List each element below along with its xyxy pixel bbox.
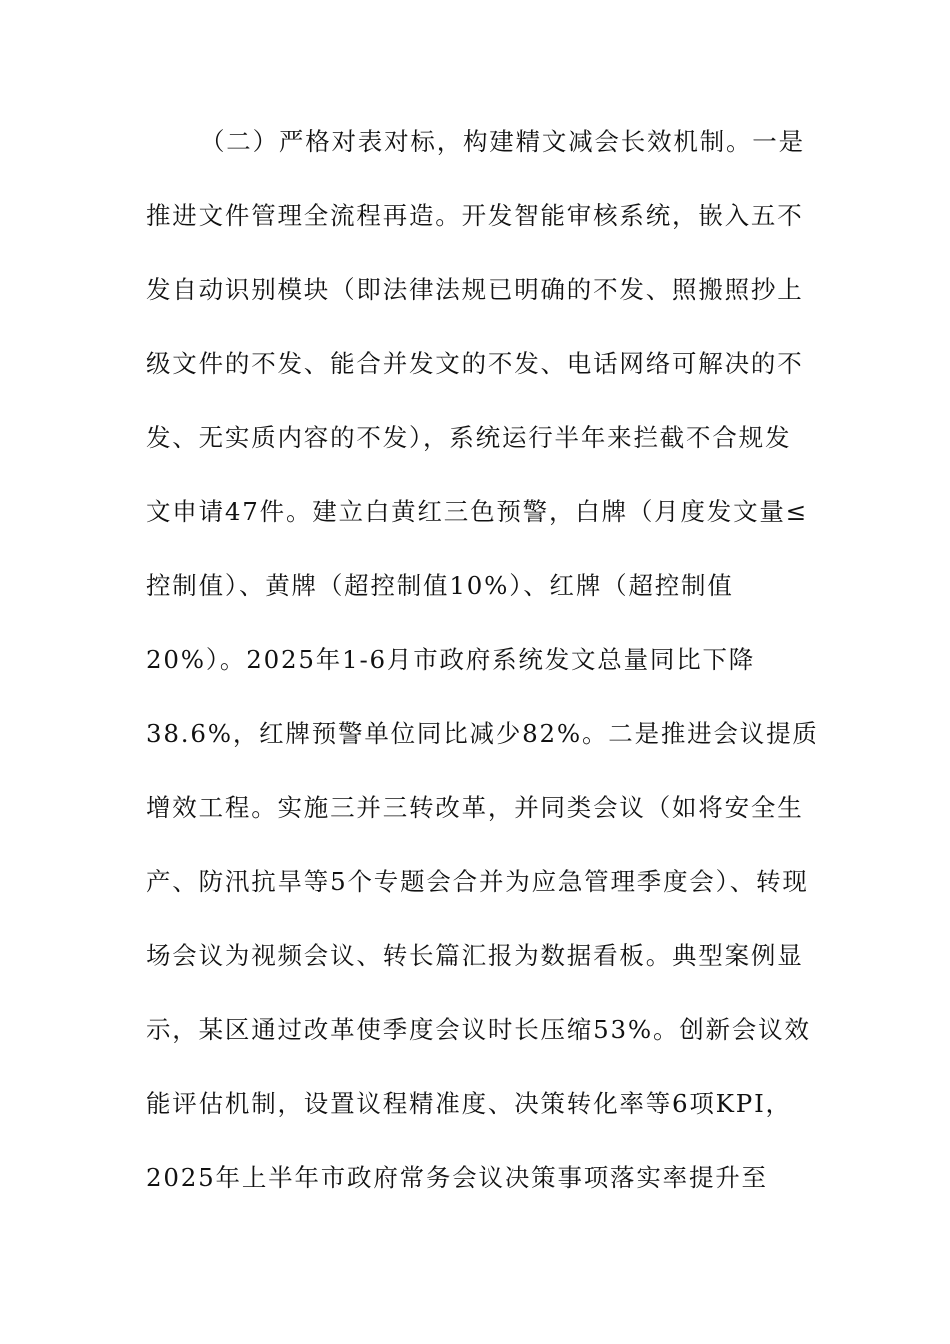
text-line: 发、无实质内容的不发），系统运行半年来拦截不合规发 [146,423,792,452]
text-line: 级文件的不发、能合并发文的不发、电话网络可解决的不 [146,349,804,378]
text-line: 场会议为视频会议、转长篇汇报为数据看板。典型案例显 [146,941,804,970]
text-line: 产、防汛抗旱等5个专题会合并为应急管理季度会）、转现 [146,867,809,896]
text-line: 38.6%，红牌预警单位同比减少82%。二是推进会议提质 [146,719,819,748]
text-line: 2025年上半年市政府常务会议决策事项落实率提升至 [146,1163,768,1192]
body-paragraph [146,118,819,1228]
text-line: 发自动识别模块（即法律法规已明确的不发、照搬照抄上 [146,275,804,304]
text-line: 示，某区通过改革使季度会议时长压缩53%。创新会议效 [146,1015,811,1044]
text-line: （二）严格对表对标，构建精文减会长效机制。一是 [200,127,805,156]
text-line: 文申请47件。建立白黄红三色预警，白牌（月度发文量≤ [146,497,809,526]
text-line: 增效工程。实施三并三转改革，并同类会议（如将安全生 [146,793,804,822]
text-line: 20%）。2025年1-6月市政府系统发文总量同比下降 [146,645,756,674]
text-line: 控制值）、黄牌（超控制值10%）、红牌（超控制值 [146,571,734,600]
text-line: 能评估机制，设置议程精准度、决策转化率等6项KPI， [146,1089,792,1118]
text-line: 推进文件管理全流程再造。开发智能审核系统，嵌入五不 [146,201,804,230]
